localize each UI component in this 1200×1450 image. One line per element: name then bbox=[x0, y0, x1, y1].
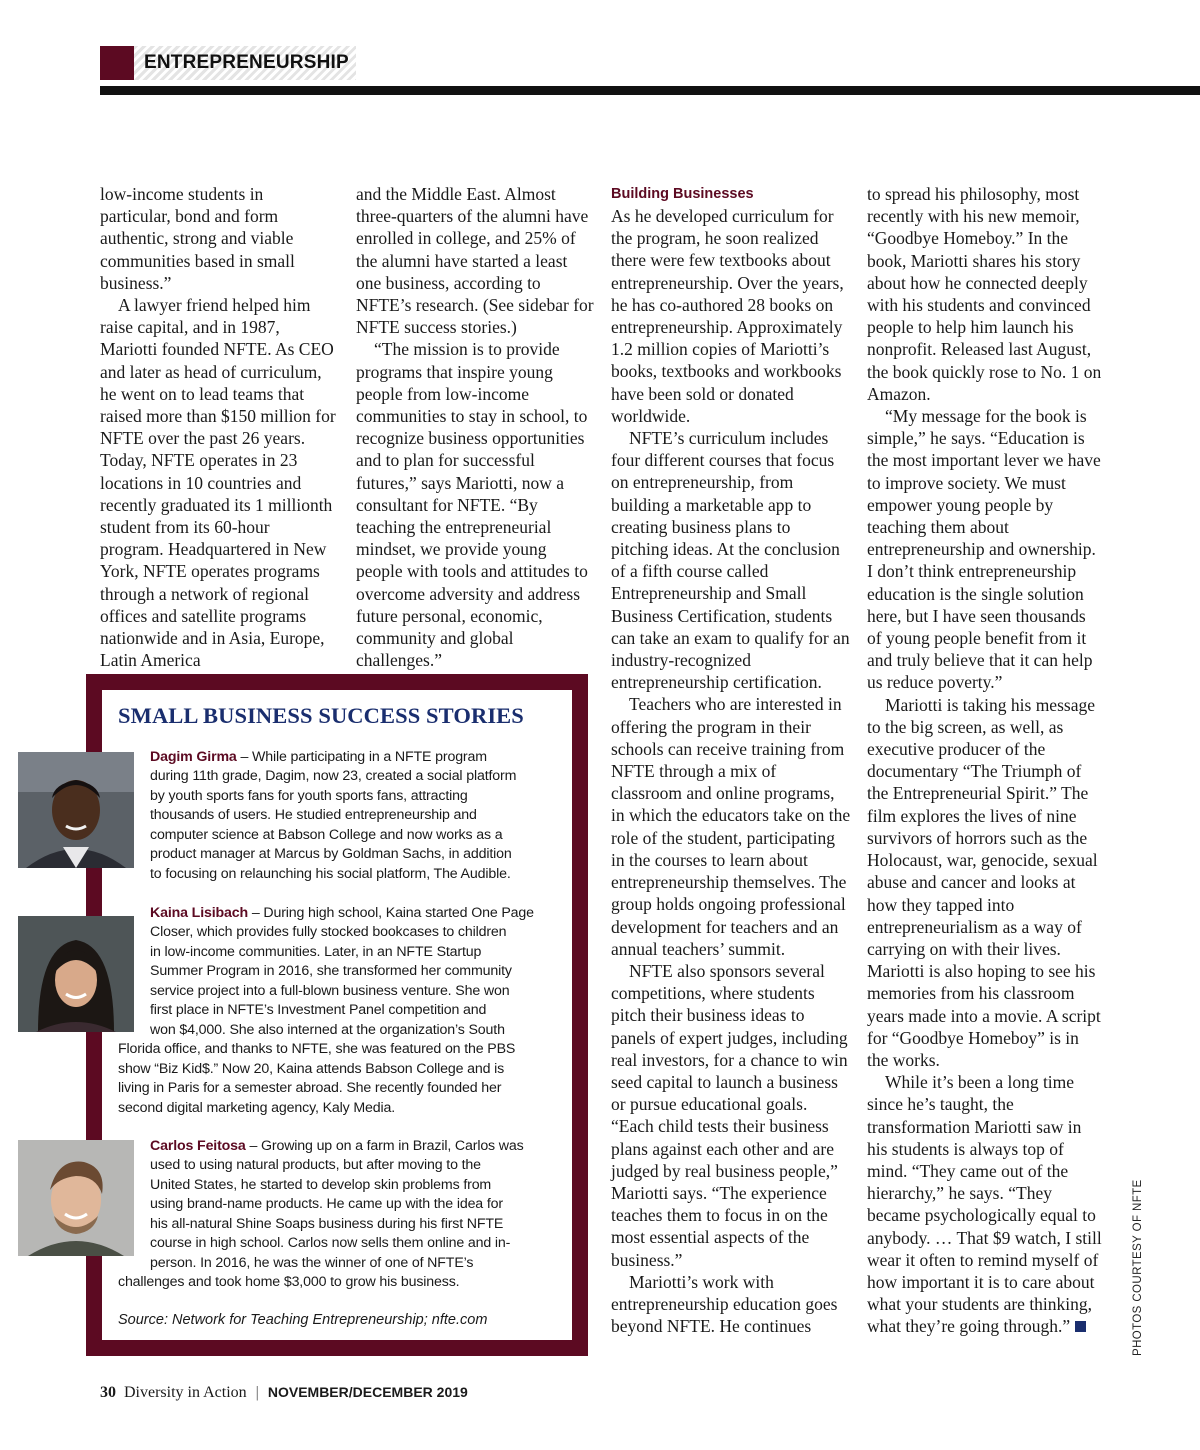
sidebar-title: SMALL BUSINESS SUCCESS STORIES bbox=[118, 703, 524, 728]
end-mark-icon bbox=[1075, 1321, 1086, 1332]
article-column-3 bbox=[611, 183, 851, 1337]
magazine-name: Diversity in Action bbox=[124, 1384, 247, 1401]
photo-carlos-feitosa bbox=[18, 1140, 134, 1256]
page-number: 30 bbox=[100, 1384, 116, 1401]
paragraph: low-income students in particular, bond and form authentic, strong and viable communities based in small business.” bbox=[100, 184, 295, 293]
photo-kaina-lisibach bbox=[18, 916, 134, 1032]
paragraph: and the Middle East. Almost three-quarters of the alumni have enrolled in college, and 25% of the alumni have started a least one business, according to NFTE’s research. (See sidebar for NFTE success stories.) bbox=[356, 184, 594, 338]
paragraph: Mariotti is taking his message to the big screen, as well, as executive producer of the documentary “The Triumph of the Entrepreneurial Spirit.” The film explores the lives of nine survivors of horrors such as the Holocaust, war, genocide, sexual abuse and cancer and looks at how they tapped into entrepreneurialism as a way of carrying on with their lives. Mariotti is also hoping to see his memories from his classroom years made into a movie. A script for “Goodbye Homeboy” is in the works. bbox=[867, 694, 1101, 1070]
paragraph: “The mission is to provide programs that inspire young people from low-income communities to stay in school, to recognize business opportunities and to plan for successful futures,” says Mariotti, now a consultant for NFTE. “By teaching the entrepreneurial mindset, we provide young people with tools and attitudes to overcome adversity and address future personal, economic, community and global challenges.” bbox=[356, 339, 588, 671]
issue-date: NOVEMBER/DECEMBER 2019 bbox=[267, 1384, 468, 1400]
section-color-block bbox=[100, 46, 134, 80]
story-name: Kaina Lisibach bbox=[150, 905, 249, 921]
page-footer bbox=[100, 1384, 468, 1402]
paragraph: A lawyer friend helped him raise capital, and in 1987, Mariotti founded NFTE. As CEO and later as head of curriculum, he went on to lead teams that raised more than $150 million for NFTE over the past 26 years. Today, NFTE operates in 23 locations in 10 countries and recently graduated its 1 millionth student from its 60-hour program. Headquartered in New York, NFTE operates programs through a network of regional offices and satellite programs nationwide and in Asia, Europe, Latin America bbox=[100, 295, 336, 671]
paragraph: Teachers who are interested in offering the program in their schools can receive training from NFTE through a mix of classroom and online programs, in which the educators take on the role of the student, participating in the courses to learn about entrepreneurship themselves. The group holds ongoing professional development for teachers and an annual teachers’ summit. bbox=[611, 694, 851, 959]
photo-credit: PHOTOS COURTESY OF NFTE bbox=[1132, 1179, 1144, 1356]
article-column-4 bbox=[867, 183, 1103, 1338]
article-column-2 bbox=[356, 183, 594, 671]
paragraph-with-endmark bbox=[867, 1071, 1103, 1337]
story-name: Carlos Feitosa bbox=[150, 1138, 246, 1154]
paragraph: While it’s been a long time since he’s taught, the transformation Mariotti saw in his students is always top of mind. “They came out of the hierarchy,” he says. “They became psychologically equal to anybody. … That $9 watch, I still wear it often to remind myself of how important it is to care about what your students are thinking, what they’re going through.” bbox=[867, 1072, 1102, 1337]
paragraph: Mariotti’s work with entrepreneurship education goes beyond NFTE. He continues bbox=[611, 1271, 838, 1337]
section-label: ENTREPRENEURSHIP bbox=[144, 52, 349, 73]
story-carlos-feitosa: Carlos Feitosa – Growing up on a farm in Brazil, Carlos was used to using natural products, but after moving to the United States, he started to develop skin problems from using brand-name products. He came up with the idea for his all-natural Shine Soaps business during his first NFTE course in high school. Carlos now sells them online and in- person. In 2016, he was the winner of one of NFTE’s challenges and took home $3,000 to grow his business. bbox=[118, 1138, 524, 1291]
paragraph: “My message for the book is simple,” he says. “Education is the most important lever we have to improve society. We must empower young people by teaching them about entrepreneurship and ownership. I don’t think entrepreneurship education is the single solution here, but I have seen thousands of young people benefit from it and truly believe that it can help us reduce poverty.” bbox=[867, 406, 1101, 693]
story-name: Dagim Girma bbox=[150, 749, 237, 765]
header-rule bbox=[100, 86, 1200, 95]
story-kaina-lisibach: Kaina Lisibach – During high school, Kaina started One Page Closer, which provides fully stocked bookcases to children in low-income communities. Later, in an NFTE Startup Summer Program in 2016, she transformed her community service project into a full-blown business venture. She won first place in NFTE’s Investment Panel competition and won $4,000. She also interned at the organization’s South Florida office, and thanks to NFTE, she was featured on the PBS show “Biz Kid$.” Now 20, Kaina attends Babson College and is living in Paris for a semester abroad. She recently founded her second digital marketing agency, Kaly Media. bbox=[118, 905, 534, 1116]
footer-separator: | bbox=[255, 1384, 259, 1401]
article-column-1 bbox=[100, 183, 336, 671]
paragraph: NFTE’s curriculum includes four different courses that focus on entrepreneurship, from building a marketable app to creating business plans to pitching ideas. At the conclusion of a fifth course called Entrepreneurship and Small Business Certification, students can take an exam to qualify for an industry-recognized entrepreneurship certification. bbox=[611, 428, 850, 693]
paragraph: NFTE also sponsors several competitions, where students pitch their business ideas to panels of expert judges, including real investors, for a chance to win seed capital to launch a business or pursue educational goals. “Each child tests their business plans against each other and are judged by real business people,” Mariotti says. “The experience teaches them to focus in on the most essential aspects of the business.” bbox=[611, 960, 848, 1270]
subhead: Building Businesses bbox=[611, 186, 754, 202]
paragraph: to spread his philosophy, most recently with his new memoir, “Goodbye Homeboy.” In the book, Mariotti shares his story about how he connected deeply with his students and convinced people to help him launch his nonprofit. Released last August, the book quickly rose to No. 1 on Amazon. bbox=[867, 184, 1102, 404]
photo-dagim-girma bbox=[18, 752, 134, 868]
paragraph: As he developed curriculum for the program, he soon realized there were few textbooks about entrepreneurship. Over the years, he has co-authored 28 books on entrepreneurship. Approximately 1.2 million copies of Mariotti’s books, textbooks and workbooks have been sold or donated worldwide. bbox=[611, 206, 844, 426]
sidebar-source: Source: Network for Teaching Entrepreneurship; nfte.com bbox=[118, 1312, 488, 1328]
story-dagim-girma: Dagim Girma – While participating in a NFTE program during 11th grade, Dagim, now 23, created a social platform by youth sports fans for youth sports fans, attracting thousands of users. He studied entrepreneurship and computer science at Babson College and now works as a product manager at Marcus by Goldman Sachs, in addition to focusing on relaunching his social platform, The Audible. bbox=[150, 749, 517, 882]
